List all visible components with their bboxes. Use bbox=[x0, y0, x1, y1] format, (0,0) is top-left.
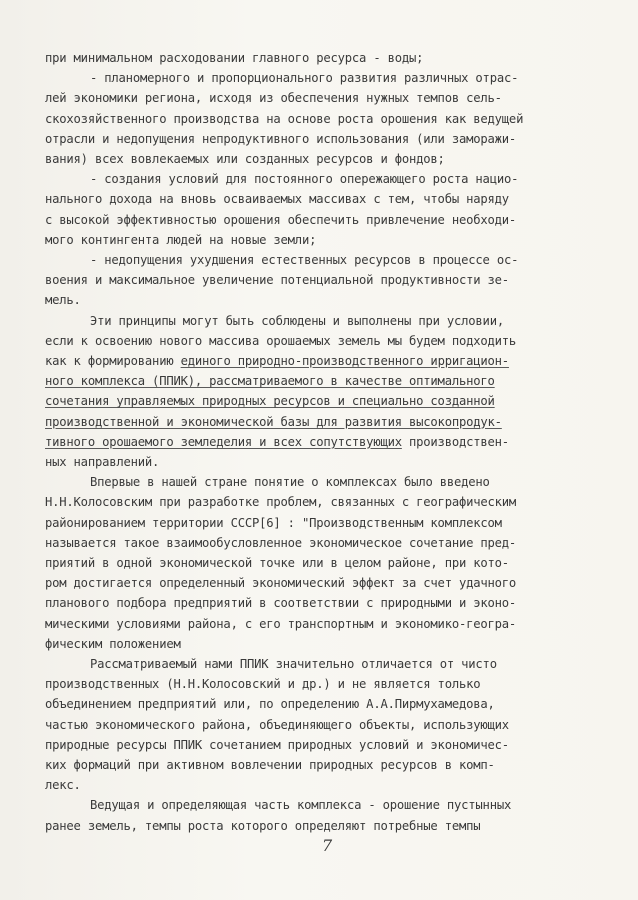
text-line: ных направлений. bbox=[45, 455, 160, 469]
text-line bbox=[45, 353, 509, 369]
text-line: если к освоению нового массива орошаемых земель мы будем подходить bbox=[45, 333, 517, 348]
text-line: ких формаций при активном вовлечении природных ресурсов в комп- bbox=[45, 758, 495, 772]
underlined-text: производственной и экономической базы для развития высокопродук- bbox=[45, 414, 502, 429]
text-line: нального дохода на вновь осваиваемых массивах с тем, чтобы наряду bbox=[45, 192, 509, 207]
text-line: скохозяйственного производства на основе роста орошения как ведущей bbox=[45, 111, 524, 126]
text-line: вания) всех вовлекаемых или созданных ресурсов и фондов; bbox=[45, 152, 445, 166]
text-line: - создания условий для постоянного опережающего роста нацио- bbox=[90, 172, 519, 187]
underlined-text: сочетания управляемых природных ресурсов и специально созданной bbox=[45, 394, 495, 409]
text-line: воения и максимальное увеличение потенциальной продуктивности зе- bbox=[45, 273, 509, 288]
underlined-text: единого природно-производственного ирригацион- bbox=[180, 354, 509, 368]
text-line: при минимальном расходовании главного ресурса - воды; bbox=[45, 51, 424, 65]
text-line: Н.Н.Колосовским при разработке проблем, связанных с географическим bbox=[45, 495, 517, 510]
text-line: мого контингента людей на новые земли; bbox=[45, 232, 317, 247]
text-line: Рассматриваемый нами ППИК значительно отличается от чисто bbox=[90, 657, 497, 671]
underlined-text: ного комплекса (ППИК), рассматриваемого в качестве оптимального bbox=[45, 374, 495, 389]
text-line: Ведущая и определяющая часть комплекса - орошение пустынных bbox=[90, 798, 512, 813]
text-line: Впервые в нашей стране понятие о комплексах было введено bbox=[90, 475, 490, 490]
text-line: приятий в одной экономической точке или в целом районе, при кото- bbox=[45, 556, 509, 570]
text-line: лей экономики региона, исходя из обеспечения нужных темпов сель- bbox=[45, 91, 502, 106]
text-line: отрасли и недопущения непродуктивного использования (или заморажи- bbox=[45, 131, 517, 146]
underlined-text: тивного орошаемого земледелия и всех сопутствующих bbox=[45, 434, 402, 449]
text-line: ром достигается определенный экономический эффект за счет удачного bbox=[45, 576, 517, 591]
text-line: фическим положением bbox=[45, 636, 181, 651]
text-line: планового подбора предприятий в соответствии с природными и эконо- bbox=[45, 596, 517, 611]
text-line: мель. bbox=[45, 293, 81, 308]
text-line: называется такое взаимообусловленное экономическое сочетание пред- bbox=[45, 535, 517, 550]
text-line: Эти принципы могут быть соблюдены и выполнены при условии, bbox=[90, 313, 504, 328]
text-line: с высокой эффективностью орошения обеспечить привлечение необходи- bbox=[45, 212, 517, 227]
text-line: производственных (Н.Н.Колосовский и др.) и не является только bbox=[45, 677, 481, 692]
text-run: производствен- bbox=[401, 434, 509, 449]
text-line bbox=[45, 434, 509, 450]
text-line: частью экономического района, объединяющего объекты, использующих bbox=[45, 717, 509, 732]
page-number: 7 bbox=[322, 836, 333, 855]
text-line: - недопущения ухудшения естественных ресурсов в процессе ос- bbox=[90, 253, 519, 267]
text-line: районированием территории СССР[6] : "Производственным комплексом bbox=[45, 515, 502, 530]
text-line: лекс. bbox=[45, 778, 81, 793]
text-run: как к формированию bbox=[45, 354, 181, 368]
text-line: ранее земель, темпы роста которого определяют потребные темпы bbox=[45, 818, 481, 833]
text-line: - планомерного и пропорционального развития различных отрас- bbox=[90, 71, 519, 86]
text-line: мическими условиями района, с его транспортным и экономико-геогра- bbox=[45, 616, 517, 631]
text-line: природные ресурсы ППИК сочетанием природных условий и экономичес- bbox=[45, 737, 509, 752]
text-line: объединением предприятий или, по определению А.А.Пирмухамедова, bbox=[45, 697, 495, 712]
